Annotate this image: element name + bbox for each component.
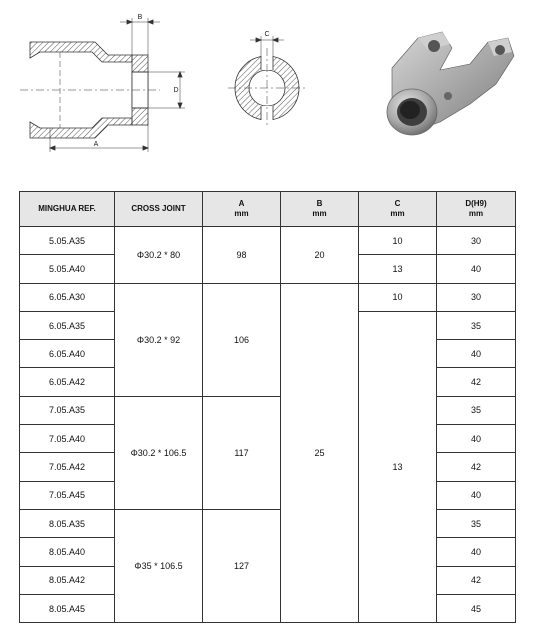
d-cell: 40 xyxy=(437,255,516,283)
ref-cell: 8.05.A45 xyxy=(20,594,115,622)
header-d: D(H9) mm xyxy=(437,192,516,227)
ref-cell: 6.05.A35 xyxy=(20,311,115,339)
c-cell: 13 xyxy=(359,255,437,283)
a-cell: 98 xyxy=(203,227,281,284)
c-cell: 10 xyxy=(359,227,437,255)
d-cell: 42 xyxy=(437,566,516,594)
header-b: B mm xyxy=(281,192,359,227)
drawing-canvas xyxy=(0,0,539,170)
header-d-unit: mm xyxy=(468,209,484,218)
ref-cell: 5.05.A35 xyxy=(20,227,115,255)
ref-cell: 8.05.A35 xyxy=(20,509,115,537)
cross-joint-cell: Φ35 * 106.5 xyxy=(115,509,203,622)
cross-joint-cell: Φ30.2 * 80 xyxy=(115,227,203,284)
header-a: A mm xyxy=(203,192,281,227)
a-cell: 127 xyxy=(203,509,281,622)
ref-cell: 6.05.A40 xyxy=(20,340,115,368)
front-view-drawing xyxy=(228,36,306,128)
c-cell: 13 xyxy=(359,311,437,622)
technical-drawings xyxy=(0,0,539,170)
header-c-unit: mm xyxy=(390,209,405,218)
table-header-row xyxy=(20,192,516,227)
d-cell: 42 xyxy=(437,453,516,481)
ref-cell: 5.05.A40 xyxy=(20,255,115,283)
ref-cell: 7.05.A35 xyxy=(20,396,115,424)
d-cell: 40 xyxy=(437,340,516,368)
b-cell: 25 xyxy=(281,283,359,623)
header-cross-joint: CROSS JOINT xyxy=(115,192,203,227)
d-cell: 45 xyxy=(437,594,516,622)
dimension-d-label: D xyxy=(173,87,179,94)
d-cell: 35 xyxy=(437,396,516,424)
cross-joint-cell: Φ30.2 * 92 xyxy=(115,283,203,396)
d-cell: 30 xyxy=(437,227,516,255)
a-cell: 117 xyxy=(203,396,281,509)
b-cell: 20 xyxy=(281,227,359,284)
ref-cell: 7.05.A40 xyxy=(20,425,115,453)
d-cell: 35 xyxy=(437,311,516,339)
spec-table xyxy=(19,191,516,623)
ref-cell: 6.05.A42 xyxy=(20,368,115,396)
table-row xyxy=(20,283,516,311)
ref-cell: 6.05.A30 xyxy=(20,283,115,311)
d-cell: 40 xyxy=(437,538,516,566)
dimension-a-label: A xyxy=(93,141,99,148)
d-cell: 35 xyxy=(437,509,516,537)
cross-joint-cell: Φ30.2 * 106.5 xyxy=(115,396,203,509)
table-row xyxy=(20,396,516,424)
header-minghua-ref: MINGHUA REF. xyxy=(20,192,115,227)
side-view-drawing xyxy=(20,18,185,152)
ref-cell: 7.05.A42 xyxy=(20,453,115,481)
d-cell: 42 xyxy=(437,368,516,396)
c-cell: 10 xyxy=(359,283,437,311)
d-cell: 40 xyxy=(437,481,516,509)
table-row xyxy=(20,227,516,255)
yoke-3d-image xyxy=(387,32,514,135)
header-c: C mm xyxy=(359,192,437,227)
dimension-b-label: B xyxy=(137,14,143,21)
table-row xyxy=(20,509,516,537)
ref-cell: 7.05.A45 xyxy=(20,481,115,509)
ref-cell: 8.05.A40 xyxy=(20,538,115,566)
header-b-unit: mm xyxy=(312,209,327,218)
header-a-unit: mm xyxy=(234,209,249,218)
ref-cell: 8.05.A42 xyxy=(20,566,115,594)
dimension-c-label: C xyxy=(264,31,270,38)
a-cell: 106 xyxy=(203,283,281,396)
d-cell: 30 xyxy=(437,283,516,311)
d-cell: 40 xyxy=(437,425,516,453)
